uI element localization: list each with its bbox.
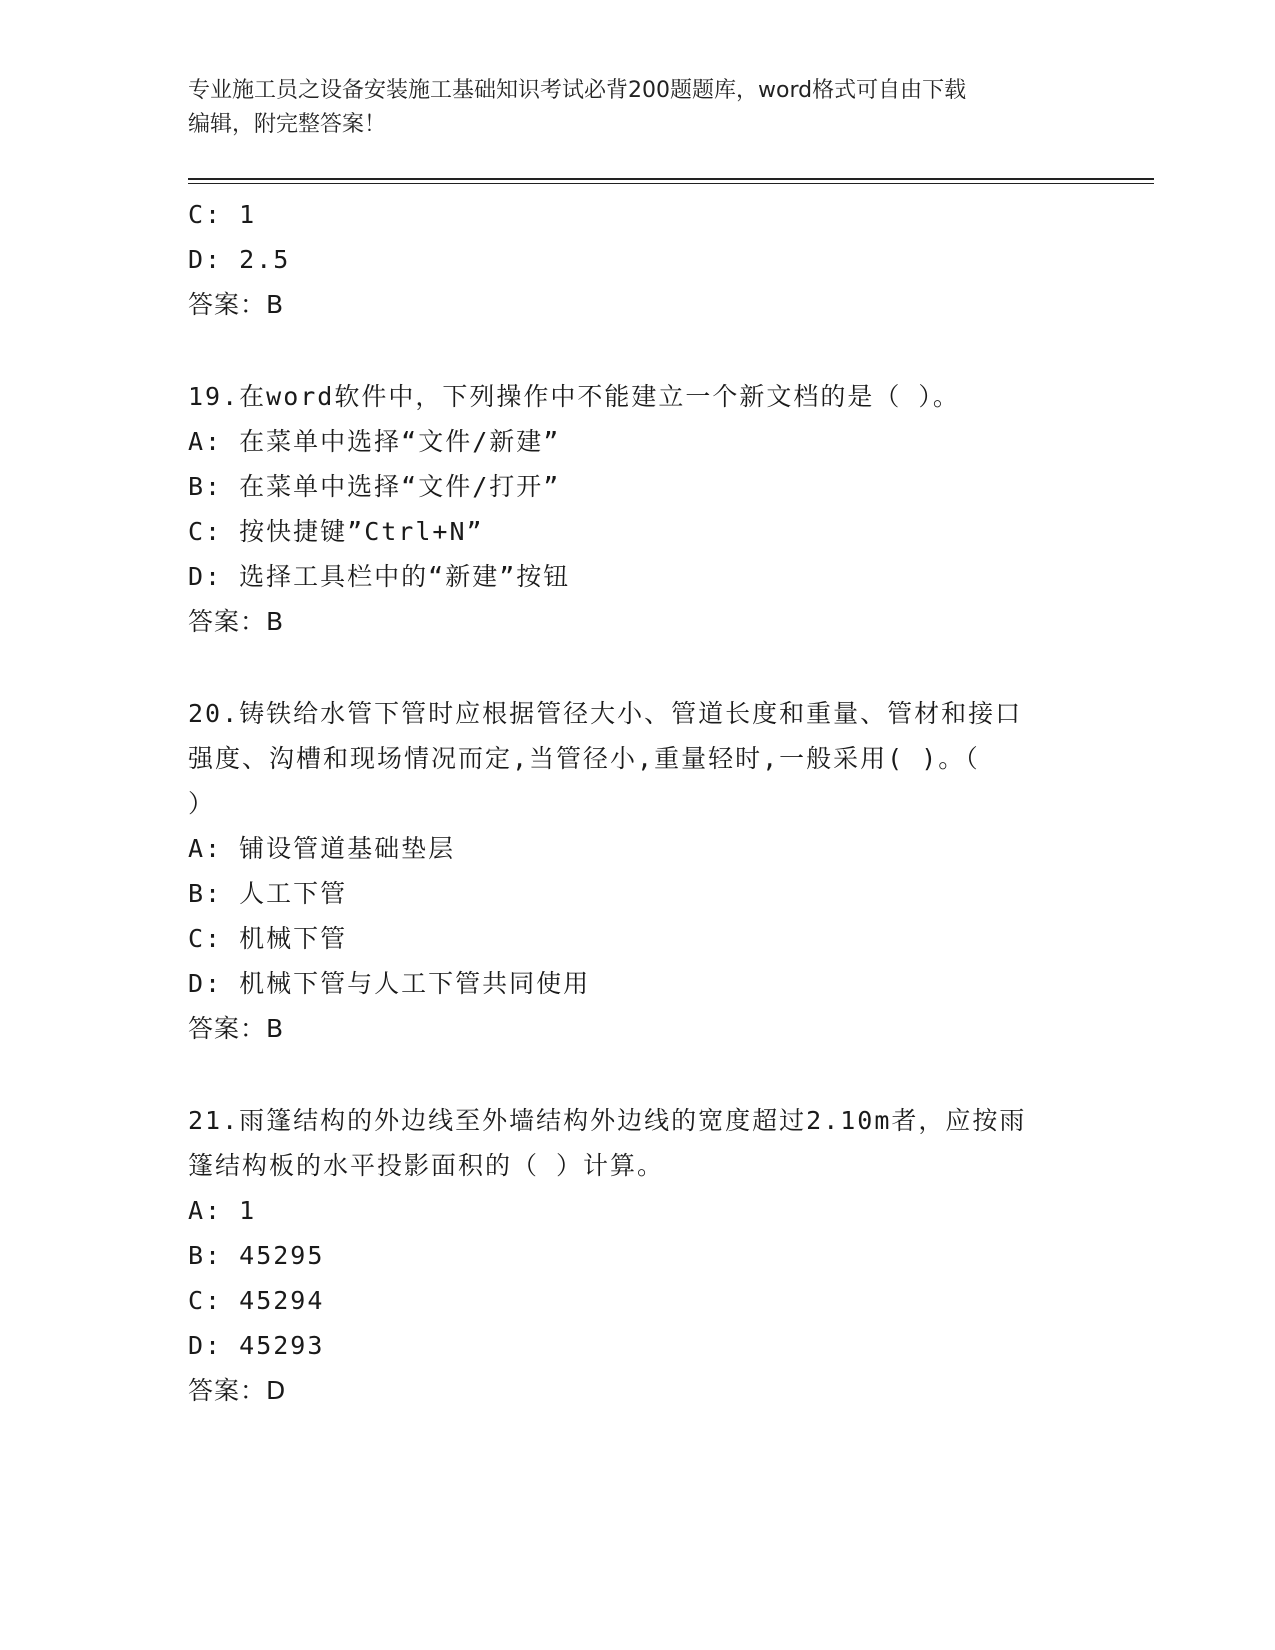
option-b: B: 人工下管	[188, 879, 348, 908]
option-d: D: 机械下管与人工下管共同使用	[188, 969, 591, 998]
option-c: C: 45294	[188, 1286, 325, 1315]
question-18-tail	[188, 192, 1088, 327]
question-text-line2: 篷结构板的水平投影面积的（ ）计算。	[188, 1151, 665, 1180]
spacer	[188, 1051, 1088, 1098]
question-text-line3: ）	[188, 789, 216, 818]
header-title-line1: 专业施工员之设备安装施工基础知识考试必背200题题库，word格式可自由下载	[188, 78, 967, 103]
option-b: B: 在菜单中选择“文件/打开”	[188, 472, 561, 501]
option-b: B: 45295	[188, 1241, 325, 1270]
question-19	[188, 374, 1088, 644]
spacer	[188, 327, 1088, 374]
question-text-line1: 21.雨篷结构的外边线至外墙结构外边线的宽度超过2.10m者，应按雨	[188, 1106, 1027, 1135]
option-a: A: 在菜单中选择“文件/新建”	[188, 427, 561, 456]
option-c: C: 机械下管	[188, 924, 348, 953]
answer-line: 答案：B	[188, 290, 285, 319]
question-20	[188, 691, 1088, 1051]
document-body	[188, 192, 1088, 1413]
question-text: 19.在word软件中，下列操作中不能建立一个新文档的是（ ）。	[188, 382, 960, 411]
header-title-line2: 编辑，附完整答案！	[188, 112, 387, 137]
option-c: C: 1	[188, 200, 257, 229]
option-d: D: 45293	[188, 1331, 325, 1360]
document-header	[188, 74, 1088, 142]
answer-line: 答案：B	[188, 1014, 285, 1043]
question-text-line2: 强度、沟槽和现场情况而定,当管径小,重量轻时,一般采用( )。（	[188, 744, 980, 773]
option-c: C: 按快捷键”Ctrl+N”	[188, 517, 484, 546]
option-d: D: 2.5	[188, 245, 291, 274]
spacer	[188, 644, 1088, 691]
answer-line: 答案：B	[188, 607, 285, 636]
header-divider	[188, 178, 1154, 184]
answer-line: 答案：D	[188, 1376, 287, 1405]
option-d: D: 选择工具栏中的“新建”按钮	[188, 562, 571, 591]
option-a: A: 1	[188, 1196, 257, 1225]
question-text-line1: 20.铸铁给水管下管时应根据管径大小、管道长度和重量、管材和接口	[188, 699, 1023, 728]
option-a: A: 铺设管道基础垫层	[188, 834, 456, 863]
question-21	[188, 1098, 1088, 1413]
